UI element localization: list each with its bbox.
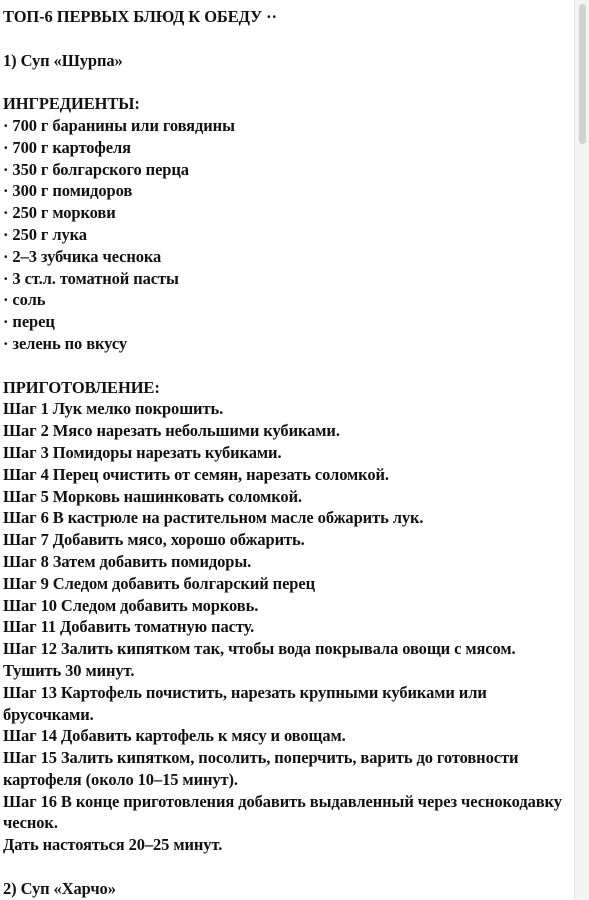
ingredient-item: · 3 ст.л. томатной пасты [3,268,179,288]
recipe-document [3,6,565,900]
scrollbar-track[interactable] [574,0,589,900]
step-item: Шаг 1 Лук мелко покрошить. [3,399,224,419]
spacer [3,355,565,377]
step-item: Шаг 7 Добавить мясо, хорошо обжарить. [3,530,305,550]
ingredients-heading: ИНГРЕДИЕНТЫ: [3,94,140,114]
ingredient-item: · зелень по вкусу [3,333,127,353]
ingredient-item: · 700 г баранины или говядины [3,115,235,135]
step-item: Шаг 11 Добавить томатную пасту. [3,617,255,637]
step-item: Шаг 4 Перец очистить от семян, нарезать соломкой. [3,464,389,484]
step-item: Шаг 9 Следом добавить болгарский перец [3,573,316,593]
recipe-2-title: 2) Суп «Харчо» [3,878,116,898]
step-item: Шаг 13 Картофель почистить, нарезать крупными кубиками или брусочками. [3,682,487,724]
recipe-1-title: 1) Суп «Шурпа» [3,50,123,70]
step-item: Шаг 10 Следом добавить морковь. [3,595,259,615]
spacer [3,28,565,50]
step-item: Шаг 6 В кастрюле на растительном масле обжарить лук. [3,508,424,528]
document-title: ТОП-6 ПЕРВЫХ БЛЮД К ОБЕДУ ·· [3,7,277,26]
spacer [3,71,565,93]
step-item: Шаг 8 Затем добавить помидоры. [3,551,252,571]
ingredient-item: · 700 г картофеля [3,137,131,157]
step-item: Шаг 15 Залить кипятком, посолить, поперчить, варить до готовности картофеля (около 10–15 минут). [3,748,519,789]
preparation-heading: ПРИГОТОВЛЕНИЕ: [3,377,160,397]
scrollbar-thumb[interactable] [579,4,586,144]
step-item: Шаг 2 Мясо нарезать небольшими кубиками. [3,421,340,441]
ingredient-item: · соль [3,290,46,310]
spacer [3,856,565,878]
step-item: Шаг 16 В конце приготовления добавить выдавленный через чеснокодавку чеснок. [3,791,562,833]
ingredient-item: · 300 г помидоров [3,181,133,201]
step-item: Шаг 14 Добавить картофель к мясу и овощам. [3,726,346,746]
step-item: Шаг 5 Морковь нашинковать соломкой. [3,486,303,506]
final-note: Дать настояться 20–25 минут. [3,835,223,855]
ingredient-item: · 250 г лука [3,224,87,244]
ingredient-item: · 2–3 зубчика чеснока [3,246,162,266]
ingredient-item: · 350 г болгарского перца [3,159,189,179]
ingredient-item: · перец [3,312,55,332]
step-item: Шаг 3 Помидоры нарезать кубиками. [3,442,282,462]
ingredient-item: · 250 г моркови [3,203,116,223]
step-item: Шаг 12 Залить кипятком так, чтобы вода покрывала овощи с мясом. Тушить 30 минут. [3,639,516,680]
